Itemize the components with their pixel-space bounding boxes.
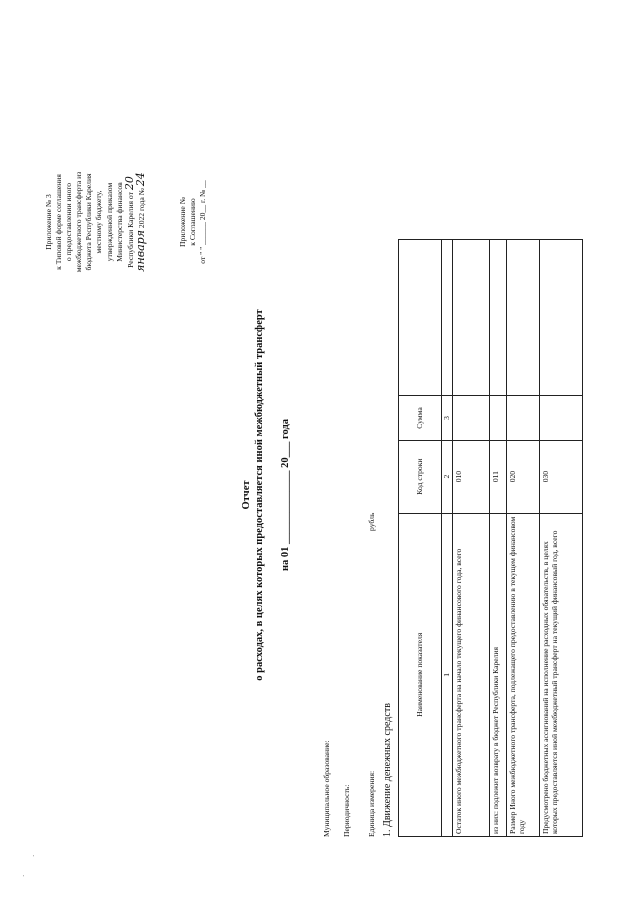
- column-number: 3: [442, 396, 453, 440]
- header-line-code: Код строки: [399, 440, 442, 513]
- appendix-line: Министерства финансов: [114, 182, 124, 262]
- appendix-line-text: Республики Карелия от: [125, 192, 135, 268]
- appendix-line: утвержденной приказом: [104, 182, 114, 262]
- unit-label: Единица измерения:: [367, 770, 376, 837]
- year-label: 2022 года №: [136, 188, 146, 229]
- appendix-line: о предоставлении иного: [64, 182, 74, 262]
- table-header-row: [399, 240, 442, 837]
- row-code: 020: [506, 440, 539, 513]
- periodicity-label: Периодичность:: [342, 784, 351, 837]
- table-row: [506, 240, 539, 837]
- header-amount: Сумма: [399, 396, 442, 440]
- column-number-row: [442, 240, 453, 837]
- table-row: [489, 240, 506, 837]
- table-row: [452, 240, 489, 837]
- row-name: из них: подлежит возврату в бюджет Республики Карелия: [489, 513, 506, 836]
- column-number: 2: [442, 440, 453, 513]
- row-empty: [539, 240, 582, 396]
- handwritten-day: 20: [122, 176, 136, 191]
- scan-speck: ·: [20, 874, 28, 877]
- appendix-date-line: [133, 157, 147, 287]
- column-number-empty: [442, 240, 453, 396]
- report-title: [240, 235, 266, 755]
- annex-line: Приложение №: [178, 197, 187, 247]
- section-title: 1. Движение денежных средств: [382, 703, 393, 837]
- row-empty: [506, 240, 539, 396]
- municipality-label: Муниципальное образование:: [322, 740, 331, 837]
- row-empty: [489, 240, 506, 396]
- unit-value: рубль: [367, 512, 376, 531]
- report-date: на 01 ______________ 20___ года: [280, 418, 291, 572]
- header-indicator-name: Наименование показателя: [399, 513, 442, 836]
- row-amount: [506, 396, 539, 440]
- row-empty: [452, 240, 489, 396]
- appendix-line: бюджета Республики Карелия: [84, 173, 94, 271]
- scan-speck: ·: [30, 854, 38, 857]
- row-code: 010: [452, 440, 489, 513]
- handwritten-number: 24: [133, 172, 147, 187]
- row-amount: [539, 396, 582, 440]
- appendix-line: местному бюджету,: [94, 190, 104, 254]
- row-name: Предусмотрено бюджетных ассигнований на исполнение расходных обязательств, в целях которых предоставляется иной межбюджетный трансферт на текущий финансовый год, всего: [539, 513, 582, 836]
- header-empty: [399, 240, 442, 396]
- annex-line: от " " ______ 20__ г. № __: [198, 180, 207, 264]
- appendix-line: к Типовой форме соглашения: [54, 174, 64, 270]
- agreement-annex: [178, 157, 208, 287]
- table-row: [539, 240, 582, 837]
- row-code: 011: [489, 440, 506, 513]
- column-number: 1: [442, 513, 453, 836]
- row-code: 030: [539, 440, 582, 513]
- cash-flow-table: [398, 239, 583, 837]
- row-amount: [452, 396, 489, 440]
- row-name: Остаток иного межбюджетного трансферта на начало текущего финансового года, всего: [452, 513, 489, 836]
- annex-line: к Соглашению: [188, 198, 197, 246]
- appendix-line: Приложение № 3: [44, 194, 53, 250]
- title-line: о расходах, в целях которых предоставляется иной межбюджетный трансферт: [254, 309, 265, 681]
- title-line: Отчет: [241, 480, 252, 510]
- appendix-note: [44, 157, 147, 287]
- appendix-line: межбюджетного трансферта из: [74, 171, 84, 273]
- row-name: Размер Иного межбюджетного трансферта, подлежащего предоставлению в текущем финансовом году: [506, 513, 539, 836]
- row-amount: [489, 396, 506, 440]
- handwritten-month: января: [133, 229, 147, 272]
